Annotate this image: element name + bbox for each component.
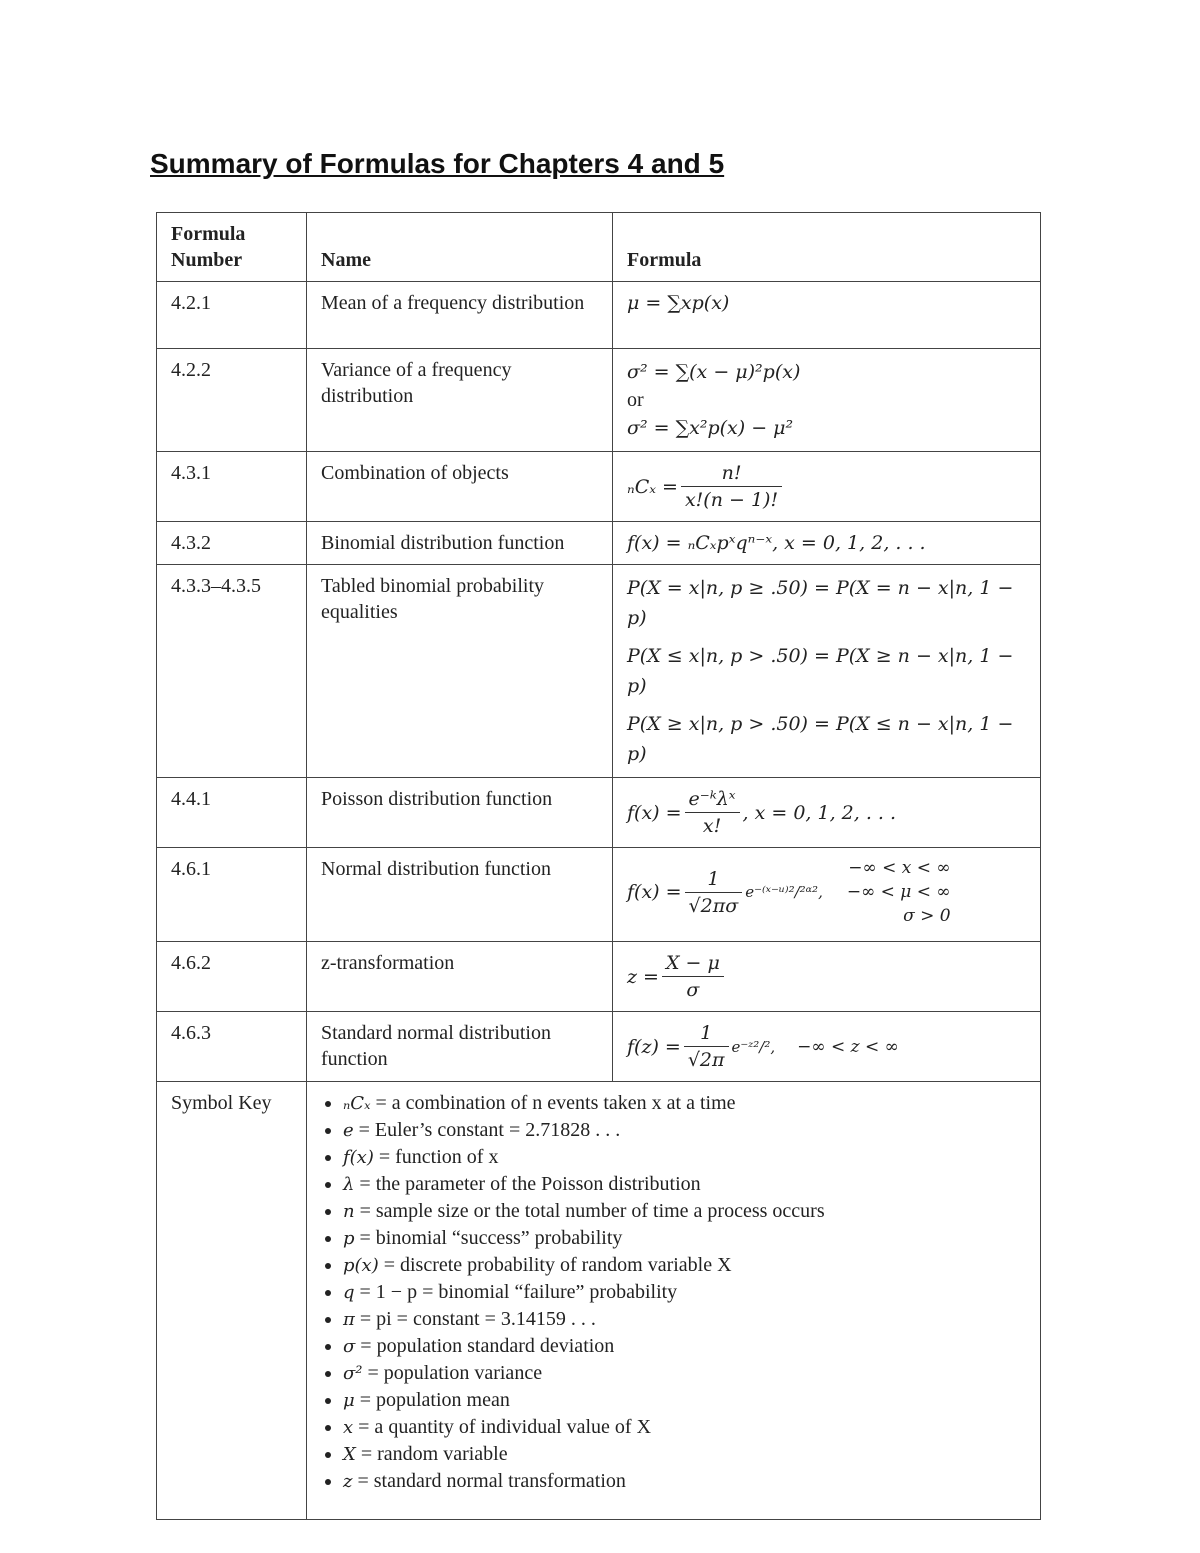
formula-number: 4.2.1 bbox=[157, 282, 307, 349]
formula-name: Combination of objects bbox=[307, 452, 613, 522]
formula-conditions bbox=[847, 856, 951, 928]
fraction-numerator: X − μ bbox=[662, 950, 724, 977]
symbol: ₙCₓ bbox=[343, 1093, 371, 1114]
formula-name: Variance of a frequency distribution bbox=[307, 349, 613, 452]
symbol-definition: = the parameter of the Poisson distribution bbox=[359, 1173, 701, 1195]
formula-number: 4.6.2 bbox=[157, 942, 307, 1012]
symbol: e bbox=[343, 1120, 354, 1141]
formula-number: 4.2.2 bbox=[157, 349, 307, 452]
symbol: σ bbox=[343, 1336, 356, 1357]
formula-name: Standard normal distribution function bbox=[307, 1012, 613, 1082]
header-name: Name bbox=[307, 213, 613, 282]
symbol: σ² bbox=[343, 1363, 363, 1384]
formula-line: P(X ≥ x|n, p > .50) = P(X ≤ n − x|n, 1 − p) bbox=[627, 713, 1014, 765]
symbol-definition: = random variable bbox=[360, 1443, 508, 1465]
symbol-item bbox=[343, 1387, 1026, 1414]
table-row bbox=[157, 282, 1041, 349]
formula-lhs: f(z) = bbox=[627, 1035, 681, 1058]
fraction-numerator: 1 bbox=[684, 1020, 729, 1047]
or-label: or bbox=[627, 389, 644, 411]
table-row bbox=[157, 349, 1041, 452]
fraction-denominator: x! bbox=[702, 815, 722, 837]
fraction bbox=[662, 950, 724, 1003]
symbol-definition: = sample size or the total number of time a process occurs bbox=[359, 1200, 825, 1222]
formula-line: σ² = ∑x²p(x) − μ² bbox=[627, 417, 794, 439]
formula-lhs: f(x) = bbox=[627, 881, 682, 903]
symbol-definition: = pi = constant = 3.14159 . . . bbox=[359, 1308, 596, 1330]
symbol-key-list-cell bbox=[307, 1082, 1041, 1520]
formula-line: P(X = x|n, p ≥ .50) = P(X = n − x|n, 1 − p) bbox=[627, 577, 1014, 629]
table-row bbox=[157, 942, 1041, 1012]
symbol-item bbox=[343, 1279, 1026, 1306]
symbol-item bbox=[343, 1117, 1026, 1144]
formula-condition: −∞ < z < ∞ bbox=[797, 1036, 899, 1057]
symbol-definition: = function of x bbox=[378, 1146, 499, 1168]
formula-expression: μ = ∑xp(x) bbox=[613, 282, 1041, 349]
condition: σ > 0 bbox=[903, 906, 951, 926]
formula-number: 4.6.1 bbox=[157, 848, 307, 942]
formula-name: Binomial distribution function bbox=[307, 522, 613, 565]
formula-expression bbox=[613, 848, 1041, 942]
condition: −∞ < μ < ∞ bbox=[846, 882, 951, 902]
formula-lhs: ₙCₓ = bbox=[627, 475, 678, 498]
formula-number: 4.3.2 bbox=[157, 522, 307, 565]
formula-expression: f(x) = ₙCₓpˣqⁿ⁻ˣ, x = 0, 1, 2, . . . bbox=[613, 522, 1041, 565]
fraction-denominator: σ bbox=[686, 979, 700, 1001]
formula-number: 4.3.1 bbox=[157, 452, 307, 522]
symbol: f(x) bbox=[343, 1147, 374, 1168]
formula-line: σ² = ∑(x − μ)²p(x) bbox=[627, 361, 801, 383]
symbol-item bbox=[343, 1198, 1026, 1225]
symbol-definition: = discrete probability of random variable X bbox=[383, 1254, 732, 1276]
formula-name: Normal distribution function bbox=[307, 848, 613, 942]
formula-number: 4.6.3 bbox=[157, 1012, 307, 1082]
table-row bbox=[157, 848, 1041, 942]
formula-rhs: e⁻ᶻ²/², bbox=[731, 1037, 776, 1056]
symbol-item bbox=[343, 1171, 1026, 1198]
symbol-item bbox=[343, 1090, 1026, 1117]
symbol-key-list bbox=[321, 1090, 1026, 1495]
page-title: Summary of Formulas for Chapters 4 and 5 bbox=[150, 148, 725, 179]
symbol-item bbox=[343, 1144, 1026, 1171]
fraction-denominator: √2π bbox=[687, 1049, 725, 1071]
symbol-definition: = standard normal transformation bbox=[357, 1470, 626, 1492]
formula-expression bbox=[613, 1012, 1041, 1082]
symbol: π bbox=[343, 1309, 355, 1330]
fraction-numerator: e⁻ᵏλˣ bbox=[685, 786, 740, 813]
table-header-row bbox=[157, 213, 1041, 282]
formula-rhs: , x = 0, 1, 2, . . . bbox=[742, 801, 897, 824]
symbol: z bbox=[343, 1471, 353, 1492]
symbol-definition: = binomial “success” probability bbox=[359, 1227, 623, 1249]
symbol: x bbox=[343, 1417, 354, 1438]
symbol-definition: = population variance bbox=[367, 1362, 543, 1384]
formula-expression bbox=[613, 452, 1041, 522]
formula-number: 4.3.3–4.3.5 bbox=[157, 565, 307, 778]
formula-expression bbox=[613, 349, 1041, 452]
formula-rhs: e⁻⁽ˣ⁻ᵘ⁾²/²ᵅ², bbox=[745, 883, 823, 901]
formula-table bbox=[156, 212, 1041, 1520]
formula-lhs: f(x) = bbox=[627, 801, 682, 824]
header-formula: Formula bbox=[613, 213, 1041, 282]
formula-expression bbox=[613, 778, 1041, 848]
symbol-definition: = 1 − p = binomial “failure” probability bbox=[359, 1281, 678, 1303]
symbol-item bbox=[343, 1468, 1026, 1495]
fraction-denominator: x!(n − 1)! bbox=[684, 489, 779, 511]
symbol-key-label: Symbol Key bbox=[157, 1082, 307, 1520]
symbol-definition: = a combination of n events taken x at a time bbox=[375, 1092, 736, 1114]
symbol-item bbox=[343, 1225, 1026, 1252]
formula-name: Poisson distribution function bbox=[307, 778, 613, 848]
fraction bbox=[681, 460, 782, 513]
symbol: p bbox=[343, 1228, 355, 1249]
fraction bbox=[684, 1020, 729, 1073]
formula-expression bbox=[613, 565, 1041, 778]
symbol-definition: = Euler’s constant = 2.71828 . . . bbox=[358, 1119, 621, 1141]
symbol-item bbox=[343, 1441, 1026, 1468]
symbol-item bbox=[343, 1306, 1026, 1333]
formula-line: P(X ≤ x|n, p > .50) = P(X ≥ n − x|n, 1 − p) bbox=[627, 645, 1014, 697]
symbol-definition: = population standard deviation bbox=[360, 1335, 615, 1357]
symbol: μ bbox=[343, 1390, 355, 1411]
symbol-item bbox=[343, 1333, 1026, 1360]
symbol: p(x) bbox=[343, 1255, 379, 1276]
symbol: X bbox=[343, 1444, 356, 1465]
table-row bbox=[157, 452, 1041, 522]
fraction-denominator: √2πσ bbox=[688, 894, 739, 917]
symbol-definition: = a quantity of individual value of X bbox=[358, 1416, 652, 1438]
fraction-numerator: n! bbox=[681, 460, 782, 487]
table-row bbox=[157, 1012, 1041, 1082]
formula-lhs: z = bbox=[627, 965, 659, 988]
table-row bbox=[157, 565, 1041, 778]
fraction-numerator: 1 bbox=[685, 866, 743, 893]
fraction bbox=[685, 786, 740, 839]
formula-name: Mean of a frequency distribution bbox=[307, 282, 613, 349]
table-row bbox=[157, 778, 1041, 848]
symbol-item bbox=[343, 1252, 1026, 1279]
symbol: q bbox=[343, 1282, 355, 1303]
symbol: λ bbox=[343, 1174, 355, 1195]
condition: −∞ < x < ∞ bbox=[848, 858, 951, 878]
symbol-definition: = population mean bbox=[359, 1389, 510, 1411]
formula-expression bbox=[613, 942, 1041, 1012]
symbol-key-row bbox=[157, 1082, 1041, 1520]
formula-number: 4.4.1 bbox=[157, 778, 307, 848]
fraction bbox=[685, 866, 743, 919]
header-formula-number: Formula Number bbox=[157, 213, 307, 282]
formula-name: z-transformation bbox=[307, 942, 613, 1012]
table-row bbox=[157, 522, 1041, 565]
symbol: n bbox=[343, 1201, 355, 1222]
formula-name: Tabled binomial probability equalities bbox=[307, 565, 613, 778]
symbol-item bbox=[343, 1360, 1026, 1387]
symbol-item bbox=[343, 1414, 1026, 1441]
